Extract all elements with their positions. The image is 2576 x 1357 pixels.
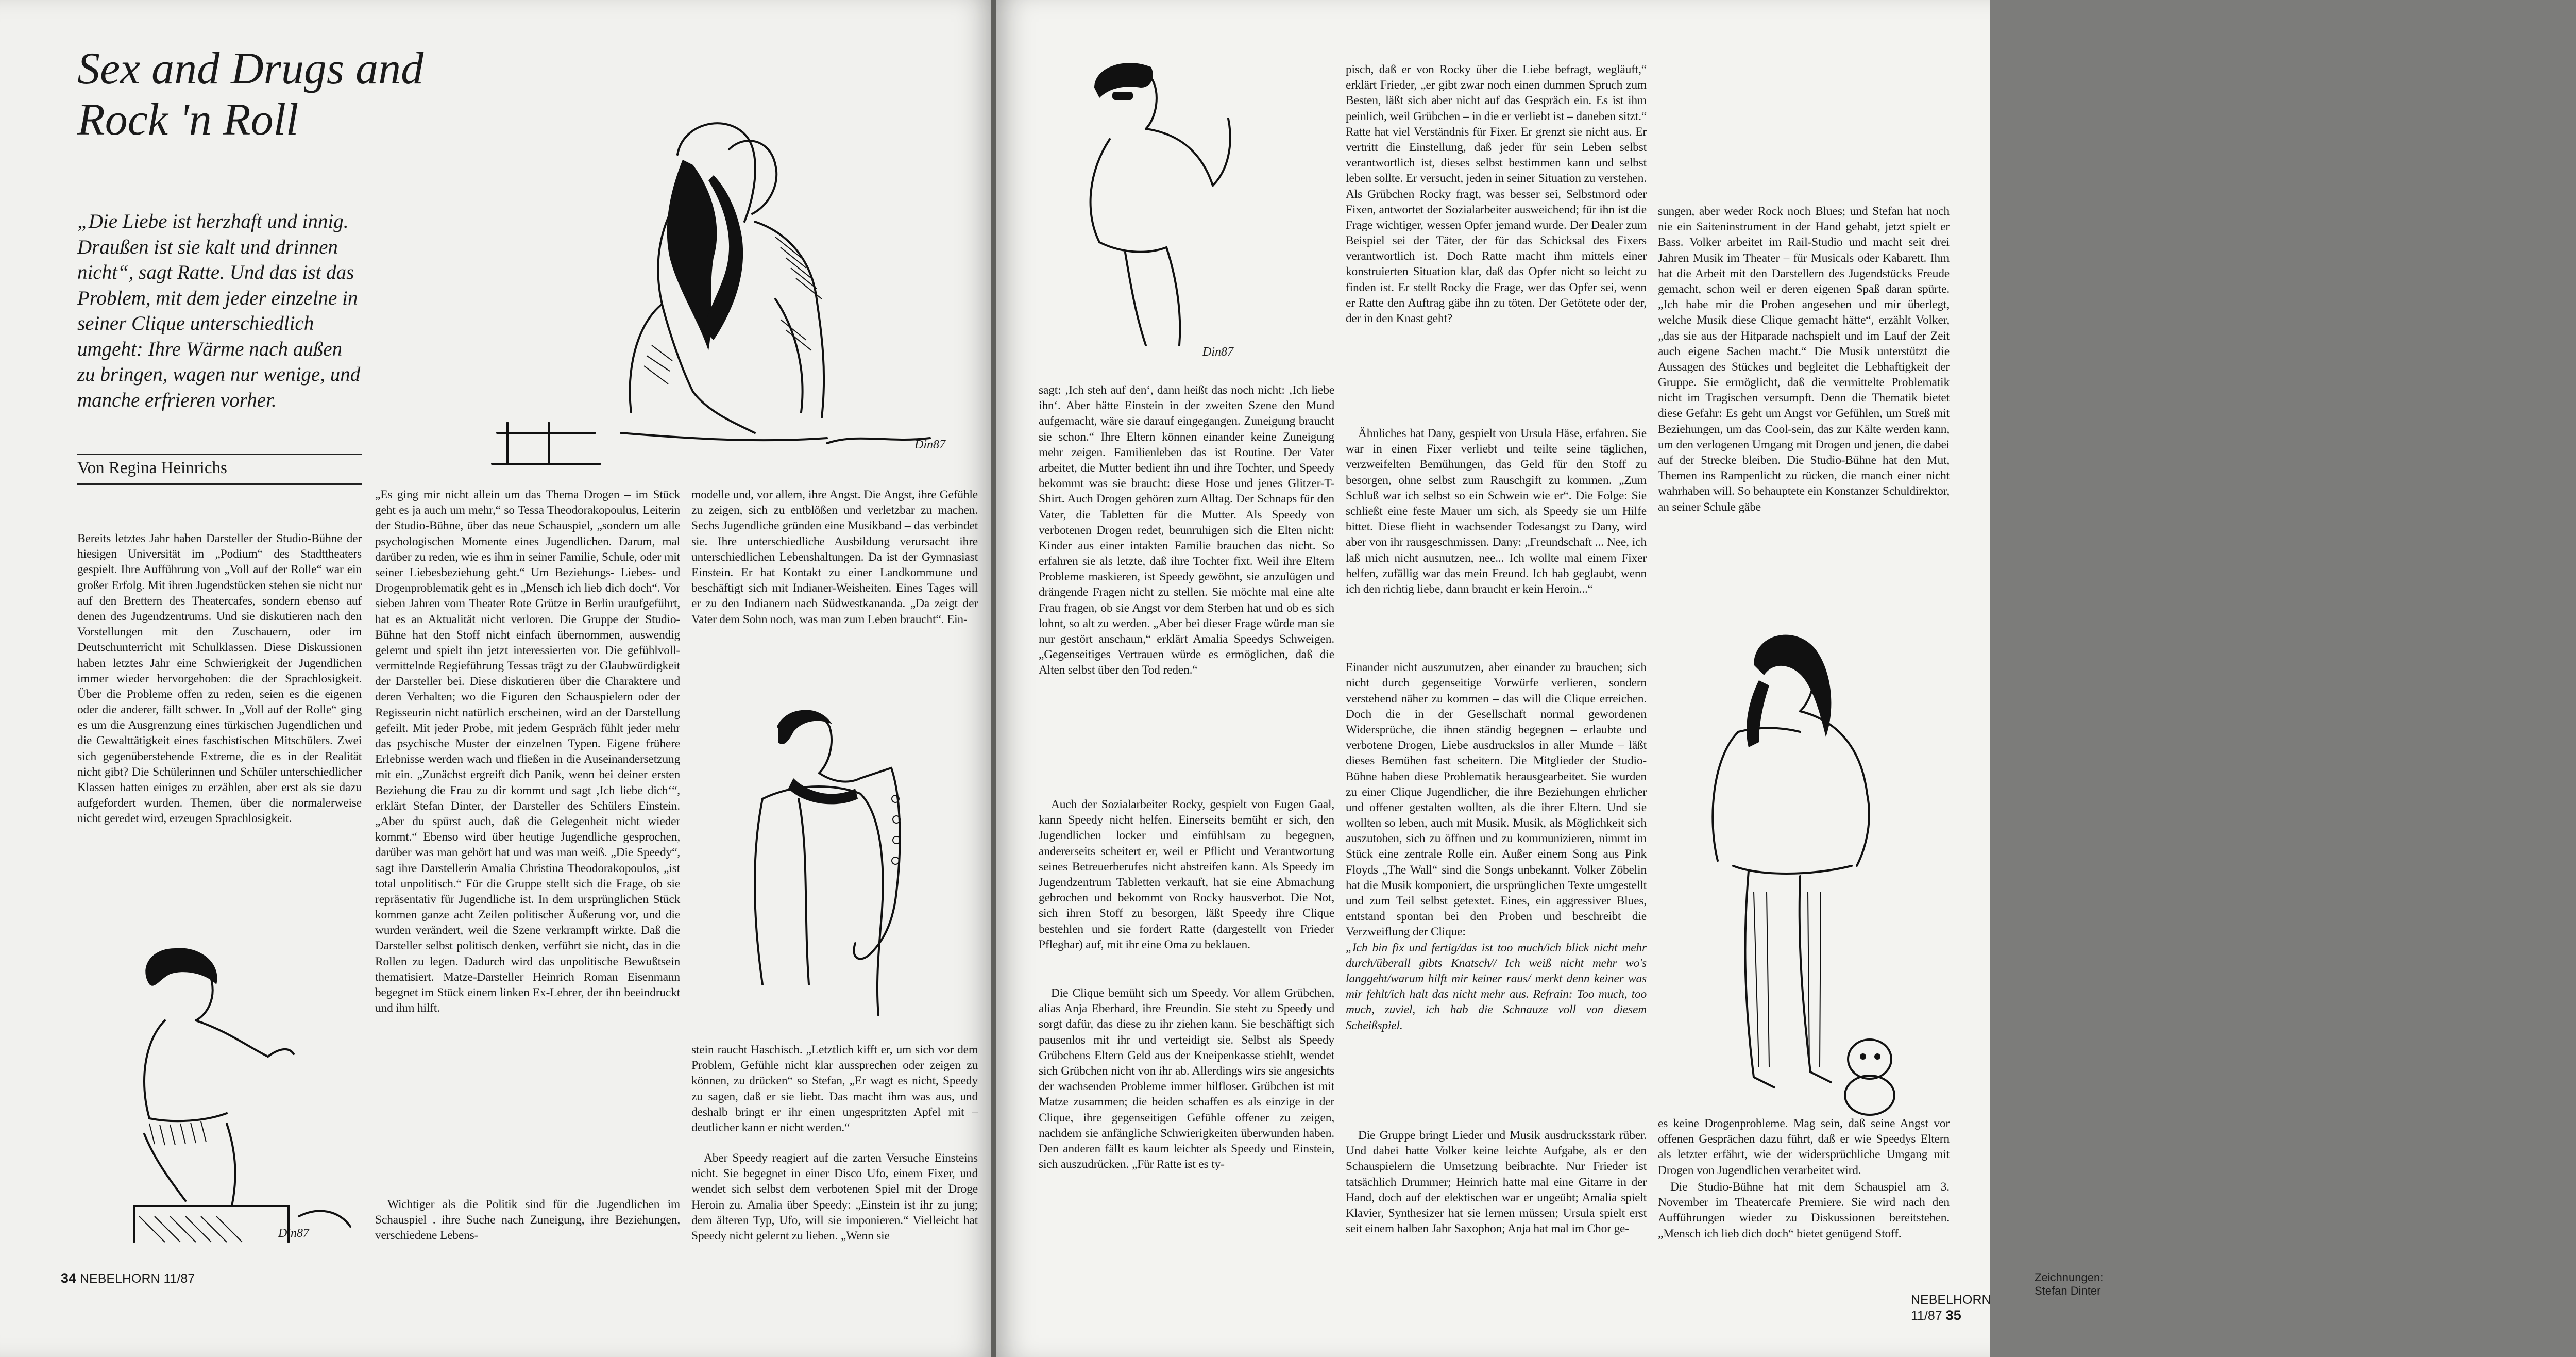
column-5: pisch, daß er von Rocky über die Liebe befragt, wegläuft,“ erklärt Frieder, „er gibt zwar noch einen dummen Spruch zum Besten, läßt sich aber nicht auf das Gespräch ein. Es ist ihm peinlich, weil Grübchen – in die er verliebt ist – daneben sitzt.“ Ratte hat viel Verständnis für Fixer. Er grenzt sie nicht aus. Er vertritt die Einstellung, daß jeder für sein Leben selbst verantwortlich ist, dieses selbst bestimmen kann und selbst leben sollte. Er versucht, jeden in seiner Situation zu verstehen. Als Grübchen Rocky fragt, was besser sei, Selbstmord oder Fixen, antwortet der Sozialarbeiter ausweichend; für ihn ist die Frage wichtiger, wessen Opfer jemand wurde. Der Dealer zum Beispiel sei der Täter, der für das Schicksal des Fixers verantwortlich ist. Doch Ratte macht ihm mittels einer konstruierten Situation klar, daß das Opfer nicht so leicht zu finden ist. Er stellt Rocky die Frage, wer das Opfer sei, wenn er Ratte den Auftrag gäbe ihn zu töten. Der Getötete oder der, der in den Knast geht? [1346, 63, 1647, 325]
column-2: „Es ging mir nicht allein um das Thema Drogen – im Stück geht es ja auch um mehr,“ so Tessa Theodorakopoulus, Leiterin der Studio-Bühne, über das neue Schauspiel, „sondern um alle psychologischen Momente eines Jugendlichen. Darum, mal darüber zu reden, wie es ihm in seiner Familie, Schule, oder mit seiner Liebesbeziehung geht.“ Um Beziehungs- Liebes- und Drogenproblematik geht es in „Mensch ich lieb dich doch“. Vor sieben Jahren vom Theater Rote Grütze in Berlin uraufgeführt, hat es an Aktualität nicht verloren. Die Gruppe der Studio-Bühne hat den Stoff nicht einfach übernommen, auswendig gelernt und spielt ihn jetzt interessierten vor. Die gefühlvoll-vermittelnde Regieführung Tessas trägt zu der Glaubwürdigkeit der Darsteller bei. Diese diskutieren über die Charaktere und deren Verhalten; wo die Figuren den Schauspielern oder der Regisseurin nicht natürlich erscheinen, wird an der Darstellung gefeilt. Mit jeder Probe, mit jedem Gespräch fühlt jeder mehr das psychische Muster der einzelnen Typen. Eigene frühere Erlebnisse werden wach und fließen in die Auseinandersetzung mit ein. „Zunächst ergreift dich Panik, wenn bei deiner ersten Beziehung die Frau zu dir kommt und sagt ‚Ich liebe dich‘“, erklärt Stefan Dinter, der Darsteller des Schülers Einstein. „Aber du spürst auch, daß die Gelegenheit nicht wieder kommt.“ Ebenso wird über heutige Jugendliche gesprochen, darüber was man gehört hat und was man weiß. „Die Speedy“, sagt ihre Darstellerin Amalia Christina Theodorakopoulos, „ist total unpolitisch.“ Für die Gruppe stellt sich die Frage, ob sie repräsentativ für Jugendliche ist. In dem ursprünglichen Stück kommen ganze acht Zeilen politischer Äußerung vor, und die wurden verändert, weil die Szene verkrampft wirkte. Daß die Darsteller selbst politisch denken, verführt sie nicht, das in die Rollen zu legen. Dadurch wird das unpolitische Bewußtsein thematisiert. Matze-Darsteller Heinrich Roman Eisenmann begegnet im Stück einem linken Ex-Lehrer, der ihn beeindruckt und ihm hilft. [375, 488, 680, 1015]
couple-illustration [466, 103, 987, 474]
column-2-end: Wichtiger als die Politik sind für die Jugendlichen im Schauspiel . ihre Suche nach Zuneigung, ihre Beziehungen, verschiedene Lebens- [375, 1198, 680, 1243]
glasses-man-illustration [1063, 57, 1259, 359]
column-4: sagt: ‚Ich steh auf den‘, dann heißt das noch nicht: ‚Ich liebe ihn‘. Aber hätte Einstein in der zweiten Szene den Mund aufgemacht, wäre sie darauf eingegangen. Zuneigung braucht sie schon.“ Ihre Eltern können einander keine Zuneigung mehr zeigen. Familienleben das ist Routine. Der Vater arbeitet, die Mutter bedient ihn und ihre Tochter, und Speedy bekommt was sie braucht: diese Hose und jenes Glitzer-T-Shirt. Auch Drogen gehören zum Alltag. Der Schnaps für den Vater, die Tabletten für die Mutter. Als Speedy von verbotenen Drogen redet, beunruhigen sich die Elten nicht: Kinder aus einer intakten Familie brauchen das nicht. So erfahren sie als letzte, daß ihre Tochter fixt. Weil ihre Eltern Probleme maskieren, ist Speedy gewöhnt, sie anzulügen und drängende Fragen nicht zu stellen. Sie möchte mal eine alte Frau fragen, ob sie Angst vor dem Sterben hat und ob es sich lohnt, so alt zu werden. „Aber bei dieser Frage würde man sie nur gestört anschaun,“ erklärt Amalia Speedys Schweigen. „Gegenseitiges Vertrauen würde es ermöglichen, daß die Alten selbst über den Tod reden.“ [1039, 383, 1334, 677]
saxophone-drawing [732, 696, 938, 1031]
column-5-music [1346, 644, 1647, 1098]
column-6-end: es keine Drogenprobleme. Mag sein, daß seine Angst vor offenen Gesprächen dazu führt, daß er wie Speedys Eltern als letzter erfährt, wie der widersprüchliche Umgang mit Drogen von Jugendlichen verarbeitet wird. [1658, 1117, 1950, 1177]
byline-rule-bottom [77, 483, 362, 485]
right-page-number: 35 [1945, 1308, 1961, 1323]
byline-rule-top [77, 454, 362, 455]
glasses-man-drawing [1063, 57, 1259, 350]
column-3-bottom: Aber Speedy reagiert auf die zarten Versuche Einsteins nicht. Sie begegnet in einer Disco Ufo, einem Fixer, und wendet sich selbst dem verbotenen Spiel mit der Droge Heroin zu. Amalia über Speedy: „Einstein ist ihr zu jung; dem älteren Typ, Ufo, will sie imponieren.“ Vielleicht hat Speedy nicht gelernt zu lieben. „Wenn sie [691, 1151, 978, 1243]
mascot-drawing [1831, 1031, 1908, 1118]
article-title: Sex and Drugs and Rock 'n Roll [77, 44, 424, 145]
column-5-dany: Ähnliches hat Dany, gespielt von Ursula Häse, erfahren. Sie war in einen Fixer verliebt und teilte seine täglichen, verzweifelten Bemühungen, das Geld für den Stoff zu besorgen, ohne selbst zum Rauschgift zu kommen. „Zum Schluß war ich selbst so ein Schwein wie er“. Die Folge: Sie schließt eine feste Mauer um sich, als Speedy sie um Hilfe bittet. Diese flieht in wachsender Todesangst zu Dany, wird aber von ihr rausgeschmissen. Dany: „Freundschaft ... Nee, ich laß mich nicht ausnutzen, nee... Ich wollte mal einem Fixer helfen, zufällig war das mein Freund. Ich hab geglaubt, wenn ich den richtig liebe, dann braucht er kein Heroin...“ [1346, 427, 1647, 596]
seated-boy-illustration [72, 938, 361, 1247]
right-page [996, 0, 2104, 1357]
couple-signature: Din87 [914, 438, 945, 451]
column-1: Bereits letztes Jahr haben Darsteller der Studio-Bühne der hiesigen Universität im „Podium“ des Stadttheaters gespielt. Ihre Aufführung von „Voll auf der Rolle“ war ein großer Erfolg. Mit ihren Jugendstücken stehen sie nicht nur auf den Brettern des Theatercafes, sondern ebenso auf denen des Jugendzentrums. Und sie diskutieren nach den Vorstellungen mit den Zuschauern, oder im Deutschunterricht mit Schulklassen. Diese Diskussionen haben letztes Jahr eine Schwierigkeit der Jugendlichen immer wieder hervorgehoben: die der Sprachlosigkeit. Über die Probleme offen zu reden, seien es die eigenen oder die anderer, fällt schwer. In „Voll auf der Rolle“ ging es um die Ausgrenzung eines türkischen Jugendlichen und die Gewalttätigkeit eines faschistischen Mitschülers. Zwei sich gegenüberstehende Extreme, die es in der Realität nicht gibt? Die Schülerinnen und Schüler unterschiedlicher Klassen hatten einiges zu erzählen, aber erst als sie dazu aufgefordert wurden. Themen, über die normalerweise nicht geredet wird, erzeugen Sprachlosigkeit. [77, 532, 362, 826]
column-4-rocky: Auch der Sozialarbeiter Rocky, gespielt von Eugen Gaal, kann Speedy nicht helfen. Einerseits bemüht er sich, den Jugendlichen locker und einfühlsam zu begegnen, andererseits scheitert er, weil er Pflicht und Verantwortung seines Betreuerberufes nicht abstreifen kann. Als Speedy im Jugendzentrum Tabletten verkauft, hat sie eine Abmachung gebrochen und bekommt von Rocky hausverbot. Die Not, sich ihren Stoff zu besorgen, läßt Speedy ihre Clique bestehlen und sie fordert Ratte (dargestellt von Frieder Pfleghar) auf, mit ihr eine Oma zu beklauen. [1039, 798, 1334, 951]
column-3-top: modelle und, vor allem, ihre Angst. Die Angst, ihre Gefühle zu zeigen, sich zu entblößen und verletzbar zu machen. Sechs Jugendliche gründen eine Musikband – das verbindet sie. Ihre unterschiedliche Ausbildung verursacht ihre unterschiedlichen Lebenshaltungen. Da ist der Gymnasiast Einstein. Er hat Kontakt zu einer Landkommune und beschäftigt sich mit Indianer-Weisheiten. Eines Tages will er zu den Indianern nach Südwestkananda. „Da zeigt der Vater dem Sohn noch, was man zum Leben braucht“. Ein- [691, 488, 978, 626]
boy-signature: Din87 [278, 1227, 309, 1240]
mascot-illustration [1831, 1031, 1908, 1118]
column-5-band: Die Gruppe bringt Lieder und Musik ausdrucksstark rüber. Und dabei hatte Volker keine leichte Aufgabe, als er den Schauspielern die Umsetzung beibrachte. Nur Frieder ist tatsächlich Drummer; Heinrich hatte mal eine Gitarre in der Hand, doch auf der elektischen war er ungeübt; Amalia spielt Klavier, Synthesizer hat sie lernen müssen; Ursula spielt erst seit einem halben Jahr Saxophon; Anja hat mal im Chor ge- [1346, 1129, 1647, 1236]
song-lyrics: „Ich bin fix und fertig/das ist too much/ich blick nicht mehr durch/überall gibts Knatsch// Ich weiß nicht mehr wo's langgeht/warum hilft mir keiner raus/ merkt denn keiner was mir fehlt/ich halt das nicht mehr aus. Refrain: Too much, too much, zuviel, ich hab die Schnauze voll von diesem Scheißspiel. [1346, 941, 1647, 1032]
couple-drawing [466, 103, 987, 474]
seated-boy-drawing [72, 938, 361, 1247]
glasses-man-signature: Din87 [1202, 345, 1233, 359]
column-3-middle: stein raucht Haschisch. „Letztlich kifft er, um sich vor dem Problem, Gefühle nicht klar aussprechen oder zeigen zu können, zu drücken“ so Stefan, „Er wagt es nicht, Speedy zu sagen, daß er sie liebt. Das macht ihm was aus, und deshalb bringt er ihr einen ungespritzten Apfel mit – deutlicher kann er nicht werden.“ [691, 1043, 978, 1134]
illustration-credit: Zeichnungen: Stefan Dinter [2035, 1271, 2104, 1297]
column-5-music-text: Einander nicht auszunutzen, aber einander zu brauchen; sich nicht durch gegenseitige Vorwürfe verlieren, sondern verstehend näher zu kommen – das will die Clique erreichen. Doch die in der Gesellschaft normal gewordenen Widersprüche, die ihnen ständig begegnen – erlaubte und verbotene Drogen, Liebe ausdruckslos in aller Munde – läßt dieses Bemühen fast scheitern. Die Mitglieder der Studio-Bühne haben diese Problematik herausgearbeitet. Sie wurden zu einer Clique Jugendlicher, die ihre Beziehungen ehrlicher und offener gestalten wollten, als die ihrer Eltern. Und sie wollten so leben, auch mit Musik. Musik, als Möglichkeit sich auszutoben, sich zu öffnen und zu kommunizieren, nimmt im Stück eine zentrale Rolle ein. Außer einem Song aus Pink Floyds „The Wall“ sind die Songs unbekannt. Volker Zöbelin hat die Musik komponiert, die ursprünglichen Texte umgestellt und zum Teil selbst getextet. Eines, ein aggressiver Blues, entstand spontan bei den Proben und beschreibt die Verzweiflung der Clique: [1346, 661, 1647, 939]
left-magazine-issue: NEBELHORN 11/87 [80, 1271, 195, 1286]
saxophone-illustration [732, 696, 938, 1031]
left-page-number: 34 [61, 1270, 77, 1286]
right-magazine-issue: NEBELHORN 11/87 [1911, 1293, 1991, 1323]
right-page-footer [1911, 1293, 1991, 1324]
article-lead: „Die Liebe ist herzhaft und innig. Draußen ist sie kalt und drinnen nicht“, sagt Ratte. Und das ist das Problem, mit dem jeder einzelne in seiner Clique unterschiedlich umgeht: Ihre Wärme nach außen zu bringen, wagen nur wenige, und manche erfrieren vorher. [77, 210, 361, 411]
left-page-footer [61, 1270, 195, 1286]
left-page [0, 0, 993, 1357]
column-4-clique: Die Clique bemüht sich um Speedy. Vor allem Grübchen, alias Anja Eberhard, ihre Freundin. Sie steht zu Speedy und sorgt dafür, das diese zu ihr ziehen kann. Sie beschäftigt sich pausenlos mit ihr und verteidigt sie. Selbst als Speedy Grübchens Eltern Geld aus der Kneipenkasse stiehlt, wendet sich Grübchen nicht von ihr ab. Allerdings wirs sie angesichts der wachsenden Probleme immer hilfloser. Grübchen ist mit Matze zusammen; die beiden schaffen es als einzige in der Clique, ihre gegenseitigen Gefühle offener zu zeigen, nachdem sie anfängliche Schwierigkeiten überwunden haben. Den anderen fällt es kaum leichter als Speedy und Einstein, sich auszudrücken. „Für Ratte ist es ty- [1039, 986, 1334, 1171]
column-6-premiere: Die Studio-Bühne hat mit dem Schauspiel am 3. November im Theatercafe Premiere. Sie wird nach den Aufführungen wieder zu Diskussionen bereitstehen. „Mensch ich lieb dich doch“ bietet genügend Stoff. [1658, 1180, 1950, 1241]
column-6: sungen, aber weder Rock noch Blues; und Stefan hat noch nie ein Saiteninstrument in der Hand gehabt, jetzt spielt er Bass. Volker arbeitet im Rail-Studio und macht seit drei Jahren Musik im Theater – für Musicals oder Kabarett. Ihm hat die Arbeit mit den Darstellern des Jugendstücks Freude gemacht, schon weil er deren eigenen Spaß daran spürte. „Ich habe mir die Proben angesehen und mir überlegt, welche Musik diese Clique gemacht hätte“, erzählt Volker, „das sie aus der Hitparade nachspielt und im Lauf der Zeit auch eigene Sachen macht.“ Die Musik unterstützt die Aussagen des Stückes und begleitet die Lebhaftigkeit der Gruppe. Sie ermöglicht, daß die vermittelte Problematik nicht im Tragischen versumpft. Denn die Thematik bietet diese Gefahr: Es geht um Angst vor Gefühlen, um Streß mit Beziehungen, um das Cool-sein, das zur Kälte werden kann, um den verlogenen Umgang mit Drogen und jenen, die dabei auf der Strecke bleiben. Die Studio-Bühne hat den Mut, Themen ins Rampenlicht zu rücken, die manch einer nicht wahrhaben will. So behauptete ein Konstanzer Schuldirektor, an seiner Schule gäbe [1658, 205, 1950, 514]
byline: Von Regina Heinrichs [77, 459, 227, 477]
